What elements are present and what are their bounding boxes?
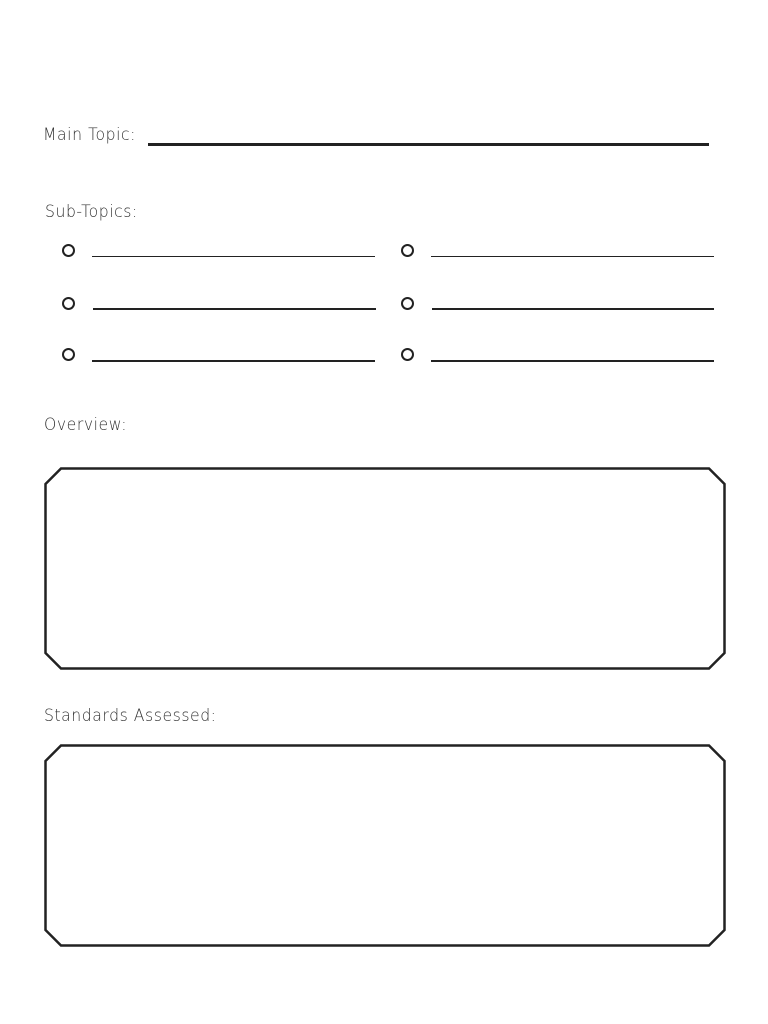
circle-bullet-icon (401, 297, 414, 310)
circle-bullet-icon (62, 348, 75, 361)
sub-topic-field[interactable] (431, 256, 714, 257)
sub-topic-field[interactable] (432, 308, 714, 310)
standards-assessed-box[interactable] (44, 744, 726, 947)
overview-box[interactable] (44, 467, 726, 670)
circle-bullet-icon (401, 348, 414, 361)
standards-assessed-box-frame (44, 744, 726, 947)
sub-topic-field[interactable] (92, 360, 375, 362)
sub-topics-label: Sub-Topics: (45, 202, 138, 222)
main-topic-field[interactable] (148, 143, 709, 146)
circle-bullet-icon (401, 244, 414, 257)
overview-label: Overview: (44, 415, 128, 435)
main-topic-label: Main Topic: (43, 125, 136, 145)
circle-bullet-icon (62, 297, 75, 310)
sub-topic-field[interactable] (93, 308, 376, 310)
circle-bullet-icon (62, 244, 75, 257)
standards-assessed-label: Standards Assessed: (44, 706, 217, 726)
sub-topic-field[interactable] (431, 360, 714, 362)
overview-box-frame (44, 467, 726, 670)
sub-topic-field[interactable] (92, 256, 375, 257)
